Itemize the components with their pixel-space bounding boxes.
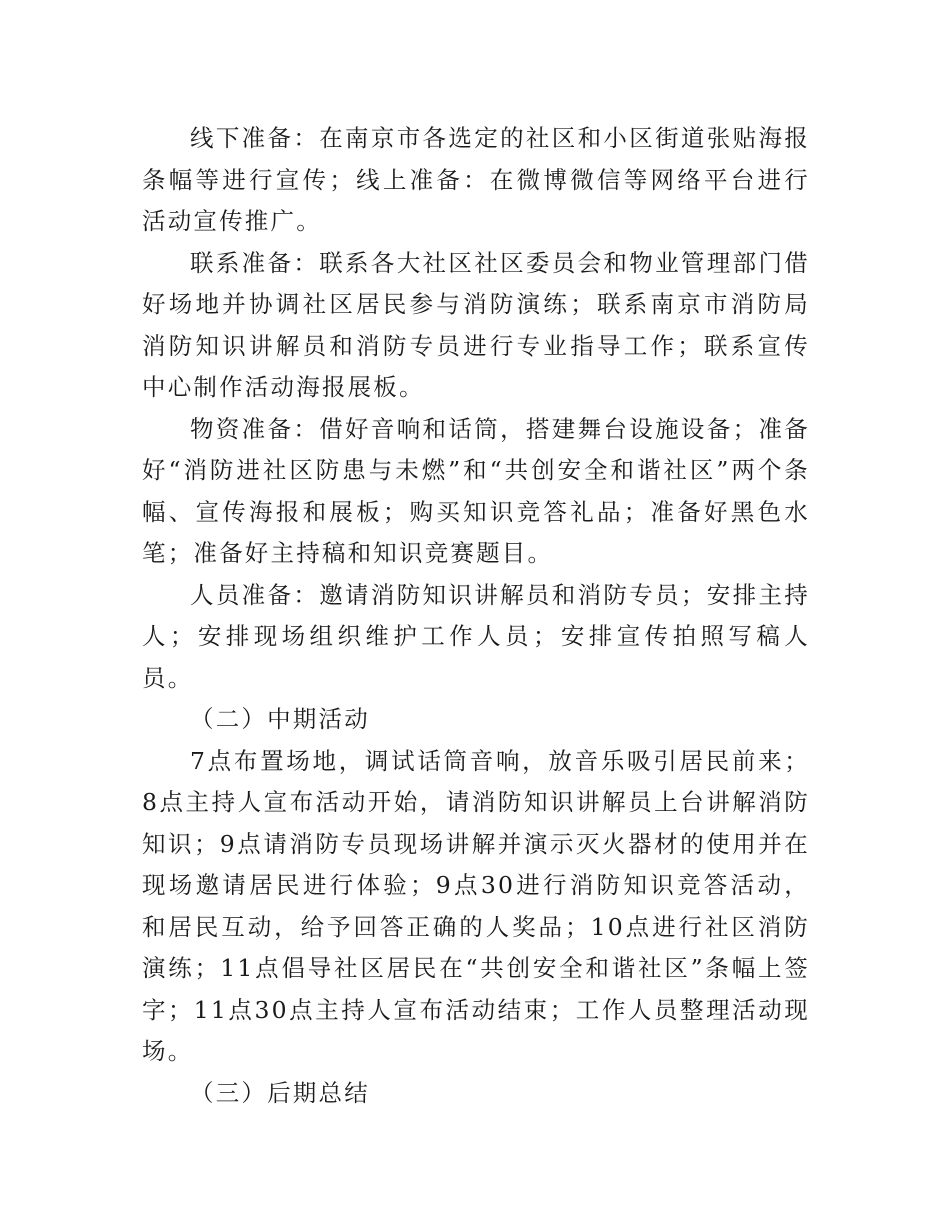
paragraph-midterm-activity: 7点布置场地，调试话筒音响，放音乐吸引居民前来；8点主持人宣布活动开始，请消防知识讲解员上台讲解消防知识；9点请消防专员现场讲解并演示灭火器材的使用并在现场邀请居民进行体验；9点30进行消防知识竞答活动，和居民互动，给予回答正确的人奖品；10点进行社区消防演练；11点倡导社区居民在“共创安全和谐社区”条幅上签字；11点30点主持人宣布活动结束；工作人员整理活动现场。: [142, 746, 810, 1065]
paragraph-materials-prep: 物资准备：借好音响和话筒，搭建舞台设施设备；准备好“消防进社区防患与未燃”和“共创安全和谐社区”两个条幅、宣传海报和展板；购买知识竞答礼品；准备好黑色水笔；准备好主持稿和知识竞赛题目。: [142, 414, 810, 567]
paragraph-contact-prep: 联系准备：联系各大社区社区委员会和物业管理部门借好场地并协调社区居民参与消防演练；联系南京市消防局消防知识讲解员和消防专员进行专业指导工作；联系宣传中心制作活动海报展板。: [142, 248, 810, 401]
paragraph-staff-prep: 人员准备：邀请消防知识讲解员和消防专员；安排主持人；安排现场组织维护工作人员；安排宣传拍照写稿人员。: [142, 580, 810, 692]
section-heading-summary: （三）后期总结: [190, 1078, 370, 1107]
section-heading-midterm: （二）中期活动: [190, 705, 370, 733]
document-body: [142, 118, 810, 1114]
paragraph-offline-prep: 线下准备：在南京市各选定的社区和小区街道张贴海报条幅等进行宣传；线上准备：在微博微信等网络平台进行活动宣传推广。: [142, 124, 810, 235]
